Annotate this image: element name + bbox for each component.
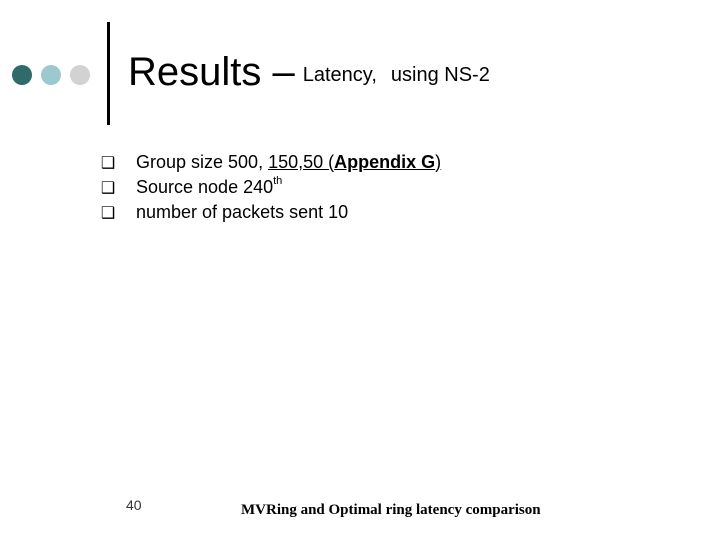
footer-caption: MVRing and Optimal ring latency comparison — [241, 502, 541, 518]
bullet-text: Group size 500, 150,50 (Appendix G) — [136, 152, 442, 172]
decorative-dot-dark — [12, 65, 32, 85]
checkbox-bullet-icon: ❑ — [100, 178, 116, 197]
title-sub-latency: Latency, — [302, 64, 377, 86]
title-divider — [107, 22, 110, 125]
slide-title — [128, 52, 490, 92]
decorative-dot-gray — [70, 65, 90, 85]
bullet-text: number of packets sent 10 — [136, 202, 349, 222]
title-main: Results – — [128, 50, 295, 94]
bullet-item — [100, 175, 441, 200]
bullet-item — [100, 150, 441, 175]
decorative-dot-light — [41, 65, 61, 85]
bullet-list — [100, 150, 441, 225]
checkbox-bullet-icon: ❑ — [100, 203, 116, 222]
appendix-link[interactable]: Appendix G — [334, 152, 436, 172]
checkbox-bullet-icon: ❑ — [100, 153, 116, 172]
page-number: 40 — [126, 497, 142, 513]
bullet-item — [100, 200, 441, 225]
bullet-text: Source node 240th — [136, 175, 283, 197]
title-sub-ns2: using NS-2 — [390, 64, 490, 86]
